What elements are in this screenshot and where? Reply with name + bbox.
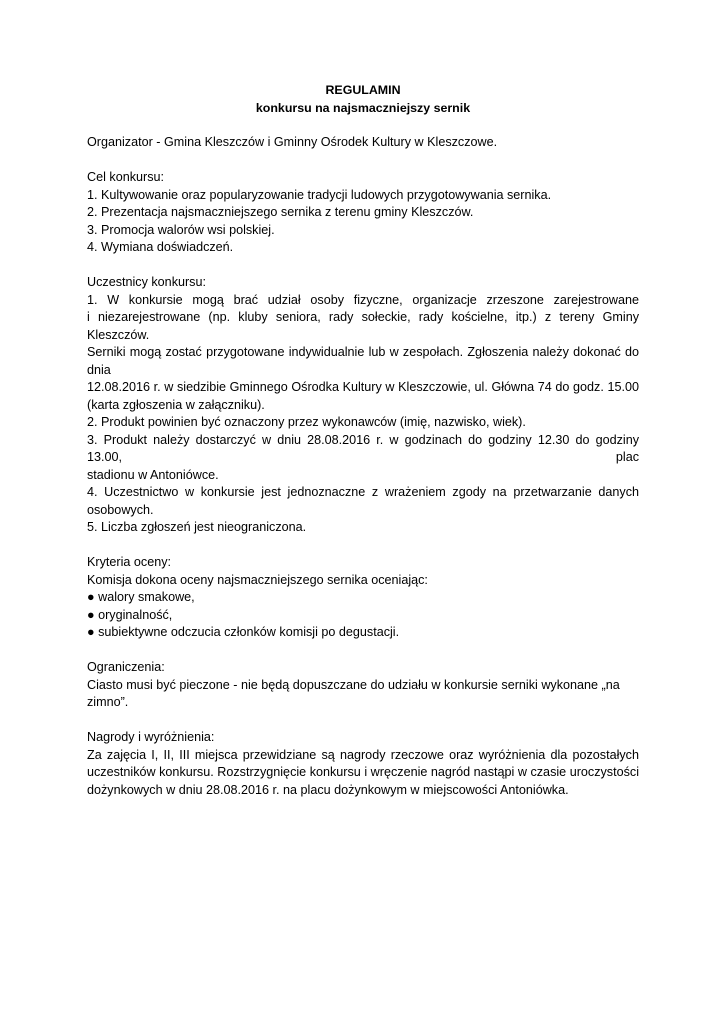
participants-item-1-line: (karta zgłoszenia w załączniku). [87,397,265,412]
awards-heading: Nagrody i wyróżnienia: [87,730,215,744]
limitations-section [87,659,639,712]
participants-item-4-line: 4. Uczestnictwo w konkursie jest jednoznaczne z wrażeniem zgody na przetwarzanie danych [87,485,639,499]
goal-item: 2. Prezentacja najsmaczniejszego sernika z terenu gminy Kleszczów. [87,205,474,219]
awards-section [87,729,639,799]
participants-item-2: 2. Produkt powinien być oznaczony przez wykonawców (imię, nazwisko, wiek). [87,415,526,429]
goals-section [87,169,639,257]
goal-item: 1. Kultywowanie oraz popularyzowanie tradycji ludowych przygotowywania sernika. [87,187,552,202]
criteria-bullet: ● oryginalność, [87,607,173,622]
participants-item-1-line: 12.08.2016 r. w siedzibie Gminnego Ośrodka Kultury w Kleszczowie, ul. Główna 74 do godz. 15.00 [87,380,639,394]
participants-item-1-line: i niezarejestrowane (np. kluby seniora, rady sołeckie, rady kościelne, itp.) z tereny Gminy Kleszczów. [87,310,639,342]
awards-text-line: dożynkowych w dniu 28.08.2016 r. na placu dożynkowym w miejscowości Antoniówka. [87,782,569,797]
participants-item-1-line: Serniki mogą zostać przygotowane indywidualnie lub w zespołach. Zgłoszenia należy dokonać do dnia [87,345,639,377]
participants-section [87,274,639,537]
limitations-text: Ciasto musi być pieczone - nie będą dopuszczane do udziału w konkursie serniki wykonane „na zimno”. [87,677,620,709]
goals-heading: Cel konkursu: [87,170,164,184]
awards-text-line: uczestników konkursu. Rozstrzygnięcie konkursu i wręczenie nagród nastąpi w czasie uroczystości [87,765,639,779]
criteria-intro: Komisja dokona oceny najsmaczniejszego sernika oceniając: [87,572,428,587]
participants-item-1-line: 1. W konkursie mogą brać udział osoby fizyczne, organizacje zrzeszone zarejestrowane [87,292,639,307]
participants-item-3-line: 3. Produkt należy dostarczyć w dniu 28.08.2016 r. w godzinach do godziny 12.30 do godziny 13.00, plac [87,432,639,464]
participants-item-5: 5. Liczba zgłoszeń jest nieograniczona. [87,520,307,534]
participants-heading: Uczestnicy konkursu: [87,275,206,289]
participants-item-4-line: osobowych. [87,502,154,517]
criteria-section [87,554,639,642]
document-title: REGULAMIN [325,83,401,97]
organizer-text: Organizator - Gmina Kleszczów i Gminny Ośrodek Kultury w Kleszczowe. [87,135,498,149]
criteria-bullet: ● walory smakowe, [87,590,195,604]
regulation-document [87,82,639,799]
participants-item-3-line: stadionu w Antoniówce. [87,467,219,482]
awards-text-line: Za zajęcia I, II, III miejsca przewidziane są nagrody rzeczowe oraz wyróżnienia dla pozostałych [87,747,639,762]
criteria-bullet: ● subiektywne odczucia członków komisji po degustacji. [87,625,400,639]
document-subtitle: konkursu na najsmaczniejszy sernik [255,100,471,115]
limitations-heading: Ograniczenia: [87,660,165,674]
goal-item: 3. Promocja walorów wsi polskiej. [87,222,275,237]
criteria-heading: Kryteria oceny: [87,555,171,569]
goal-item: 4. Wymiana doświadczeń. [87,240,234,254]
document-title-block [87,82,639,117]
